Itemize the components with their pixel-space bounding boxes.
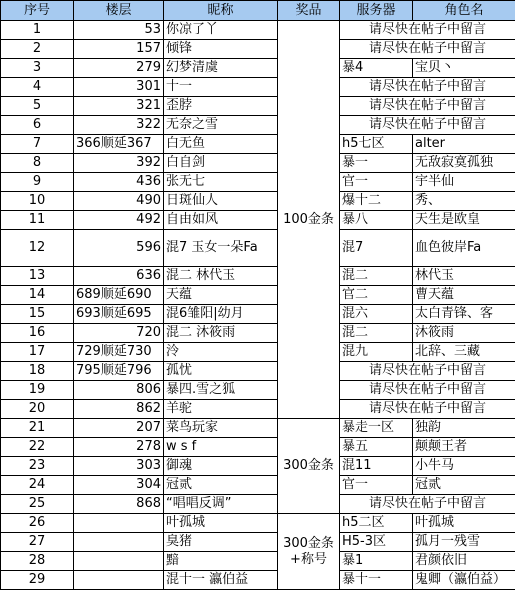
cell-nickname: 孤忧 (164, 362, 278, 381)
header-no: 序号 (1, 1, 74, 21)
table-row (1, 173, 515, 192)
cell-nickname: 混二 林代玉 (164, 267, 278, 286)
cell-role: 林代玉 (413, 267, 515, 286)
cell-no: 27 (1, 533, 74, 552)
cell-no: 18 (1, 362, 74, 381)
table-row (1, 495, 515, 514)
cell-floor (74, 533, 164, 552)
cell-server: h5二区 (340, 514, 413, 533)
cell-nickname: 无奈之雪 (164, 116, 278, 135)
table-row (1, 381, 515, 400)
table-row (1, 324, 515, 343)
cell-no: 1 (1, 21, 74, 40)
table-row (1, 514, 515, 533)
cell-no: 21 (1, 419, 74, 438)
cell-floor: 490 (74, 192, 164, 211)
table-row (1, 343, 515, 362)
cell-no: 13 (1, 267, 74, 286)
cell-role: 太白青锋、客 (413, 305, 515, 324)
table-row (1, 362, 515, 381)
cell-floor (74, 552, 164, 571)
table-row (1, 59, 515, 78)
cell-role: 曹天蕴 (413, 286, 515, 305)
prize-line-1: 300金条 (280, 536, 337, 552)
cell-floor: 53 (74, 21, 164, 40)
prize-cell: 100金条 (278, 21, 340, 419)
cell-floor: 303 (74, 457, 164, 476)
cell-nickname: 泠 (164, 343, 278, 362)
cell-floor: 301 (74, 78, 164, 97)
table-row (1, 154, 515, 173)
table-row (1, 116, 515, 135)
cell-role: 宇半仙 (413, 173, 515, 192)
cell-server: 暴一 (340, 154, 413, 173)
cell-nickname: 自由如风 (164, 211, 278, 230)
cell-floor: 720 (74, 324, 164, 343)
cell-role: 独韵 (413, 419, 515, 438)
cell-floor: 693顺延695 (74, 305, 164, 324)
table-row (1, 267, 515, 286)
cell-nickname: 天蕴 (164, 286, 278, 305)
table-row (1, 211, 515, 230)
cell-nickname: 御魂 (164, 457, 278, 476)
cell-no: 22 (1, 438, 74, 457)
header-role: 角色名 (413, 1, 515, 21)
cell-server: 爆十二 (340, 192, 413, 211)
cell-server: 混二 (340, 267, 413, 286)
cell-no: 23 (1, 457, 74, 476)
cell-floor: 436 (74, 173, 164, 192)
cell-role: alter (413, 135, 515, 154)
cell-nickname: 黯 (164, 552, 278, 571)
cell-no: 6 (1, 116, 74, 135)
cell-no: 8 (1, 154, 74, 173)
cell-floor (74, 514, 164, 533)
cell-nickname: 混十一 瀛伯益 (164, 571, 278, 590)
cell-floor: 366顺延367 (74, 135, 164, 154)
prize-line-2: +称号 (280, 552, 337, 568)
table-row (1, 552, 515, 571)
cell-no: 28 (1, 552, 74, 571)
cell-role: 无敌寂寞孤独 (413, 154, 515, 173)
header-nickname: 昵称 (164, 1, 278, 21)
cell-server: 暴五 (340, 438, 413, 457)
cell-floor: 795顺延796 (74, 362, 164, 381)
cell-role: 冠贰 (413, 476, 515, 495)
cell-nickname: 混7 玉女一朵Fa (164, 230, 278, 267)
cell-server: h5七区 (340, 135, 413, 154)
prize-cell: 300金条 (278, 419, 340, 514)
notice-cell: 请尽快在帖子中留言 (340, 40, 515, 59)
cell-nickname: 白无鱼 (164, 135, 278, 154)
cell-no: 26 (1, 514, 74, 533)
cell-floor: 868 (74, 495, 164, 514)
cell-server: 暴走一区 (340, 419, 413, 438)
cell-server: 混九 (340, 343, 413, 362)
table-row (1, 286, 515, 305)
notice-cell: 请尽快在帖子中留言 (340, 495, 515, 514)
table-row (1, 400, 515, 419)
cell-nickname: 羊驼 (164, 400, 278, 419)
cell-server: 混7 (340, 230, 413, 267)
notice-cell: 请尽快在帖子中留言 (340, 116, 515, 135)
cell-floor: 157 (74, 40, 164, 59)
table-row (1, 419, 515, 438)
cell-server: 官二 (340, 286, 413, 305)
cell-floor: 862 (74, 400, 164, 419)
cell-no: 20 (1, 400, 74, 419)
cell-floor: 392 (74, 154, 164, 173)
cell-floor: 689顺延690 (74, 286, 164, 305)
cell-floor: 806 (74, 381, 164, 400)
cell-server: 混六 (340, 305, 413, 324)
cell-floor: 279 (74, 59, 164, 78)
notice-cell: 请尽快在帖子中留言 (340, 78, 515, 97)
table-row (1, 533, 515, 552)
cell-server: 混二 (340, 324, 413, 343)
cell-role: 血色彼岸Fa (413, 230, 515, 267)
cell-role: 宝贝丶 (413, 59, 515, 78)
cell-nickname: 你凉了丫 (164, 21, 278, 40)
header-row (1, 1, 515, 21)
cell-floor: 636 (74, 267, 164, 286)
cell-no: 4 (1, 78, 74, 97)
cell-server: 暴4 (340, 59, 413, 78)
cell-no: 5 (1, 97, 74, 116)
notice-cell: 请尽快在帖子中留言 (340, 21, 515, 40)
cell-floor: 322 (74, 116, 164, 135)
cell-floor: 729顺延730 (74, 343, 164, 362)
cell-no: 16 (1, 324, 74, 343)
table-row (1, 305, 515, 324)
cell-no: 11 (1, 211, 74, 230)
cell-nickname: 白自剑 (164, 154, 278, 173)
cell-no: 24 (1, 476, 74, 495)
table-row (1, 192, 515, 211)
cell-nickname: 混6雏阳|幼月 (164, 305, 278, 324)
cell-role: 天生是欧皇 (413, 211, 515, 230)
cell-role: 叶孤城 (413, 514, 515, 533)
table-row (1, 571, 515, 590)
notice-cell: 请尽快在帖子中留言 (340, 97, 515, 116)
cell-no: 2 (1, 40, 74, 59)
cell-role: 秀、 (413, 192, 515, 211)
cell-nickname: 暴四.雪之狐 (164, 381, 278, 400)
cell-role: 鬼卿（瀛伯益） (413, 571, 515, 590)
header-floor: 楼层 (74, 1, 164, 21)
cell-floor: 492 (74, 211, 164, 230)
table-row (1, 457, 515, 476)
cell-nickname: w s f (164, 438, 278, 457)
cell-nickname: “唱唱反调” (164, 495, 278, 514)
cell-server: 暴1 (340, 552, 413, 571)
cell-nickname: 十一 (164, 78, 278, 97)
cell-role: 沐筱雨 (413, 324, 515, 343)
cell-no: 9 (1, 173, 74, 192)
table-row (1, 476, 515, 495)
cell-no: 10 (1, 192, 74, 211)
notice-cell: 请尽快在帖子中留言 (340, 362, 515, 381)
cell-no: 14 (1, 286, 74, 305)
cell-floor (74, 571, 164, 590)
cell-no: 15 (1, 305, 74, 324)
cell-no: 17 (1, 343, 74, 362)
cell-floor: 596 (74, 230, 164, 267)
cell-nickname: 臭猪 (164, 533, 278, 552)
table-row (1, 230, 515, 267)
cell-no: 7 (1, 135, 74, 154)
prize-cell (278, 514, 340, 590)
cell-role: 北辞、三藏 (413, 343, 515, 362)
notice-cell: 请尽快在帖子中留言 (340, 400, 515, 419)
cell-nickname: 张无七 (164, 173, 278, 192)
cell-nickname: 菜鸟玩家 (164, 419, 278, 438)
cell-nickname: 混二 沐筱雨 (164, 324, 278, 343)
header-server: 服务器 (340, 1, 413, 21)
table-row (1, 21, 515, 40)
cell-nickname: 冠贰 (164, 476, 278, 495)
cell-role: 小牛马 (413, 457, 515, 476)
cell-floor: 207 (74, 419, 164, 438)
cell-nickname: 幻梦清虞 (164, 59, 278, 78)
cell-role: 君颜依旧 (413, 552, 515, 571)
table-row (1, 40, 515, 59)
cell-floor: 278 (74, 438, 164, 457)
cell-nickname: 倾锋 (164, 40, 278, 59)
cell-server: 官一 (340, 173, 413, 192)
cell-nickname: 日斑仙人 (164, 192, 278, 211)
table-row (1, 78, 515, 97)
cell-nickname: 歪脖 (164, 97, 278, 116)
cell-floor: 321 (74, 97, 164, 116)
cell-server: 暴八 (340, 211, 413, 230)
header-prize: 奖品 (278, 1, 340, 21)
cell-no: 12 (1, 230, 74, 267)
cell-server: 官一 (340, 476, 413, 495)
cell-role: 颠颠王者 (413, 438, 515, 457)
cell-server: 暴十一 (340, 571, 413, 590)
cell-role: 孤月一残雪 (413, 533, 515, 552)
table-row (1, 135, 515, 154)
cell-server: 混11 (340, 457, 413, 476)
cell-no: 19 (1, 381, 74, 400)
table-row (1, 438, 515, 457)
cell-no: 29 (1, 571, 74, 590)
cell-no: 25 (1, 495, 74, 514)
cell-no: 3 (1, 59, 74, 78)
cell-server: H5-3区 (340, 533, 413, 552)
cell-floor: 304 (74, 476, 164, 495)
cell-nickname: 叶孤城 (164, 514, 278, 533)
table-row (1, 97, 515, 116)
notice-cell: 请尽快在帖子中留言 (340, 381, 515, 400)
